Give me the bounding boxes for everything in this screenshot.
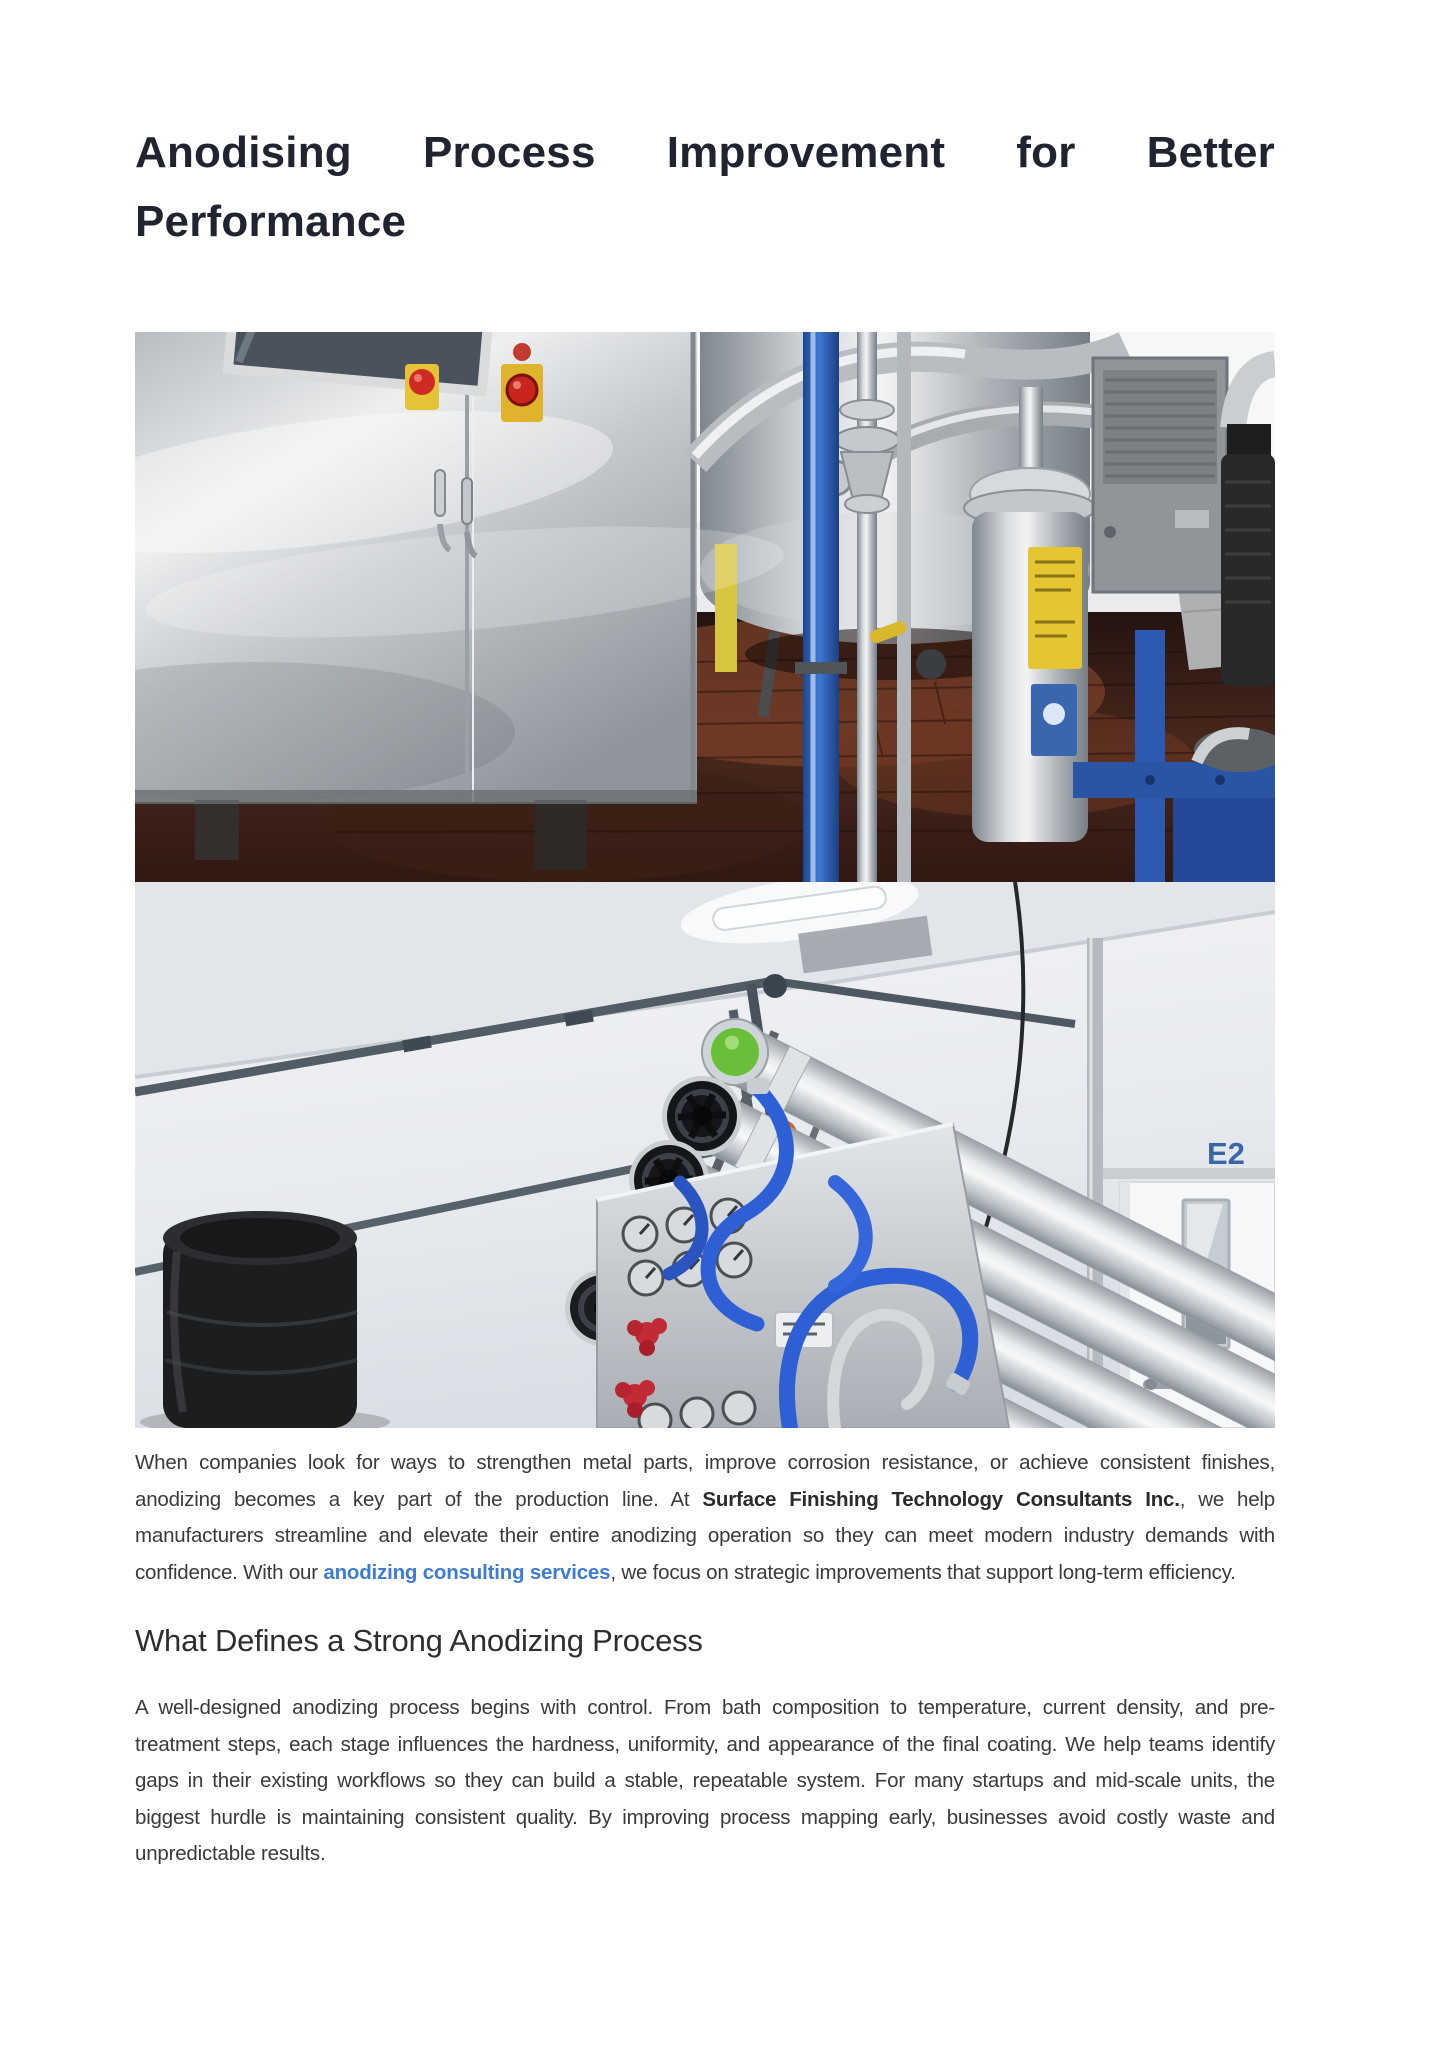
intro-paragraph [135, 1445, 1275, 1591]
company-name-bold: Surface Finishing Technology Consultants Inc. [702, 1487, 1180, 1511]
consulting-services-link[interactable]: anodizing consulting services [323, 1560, 611, 1584]
page-title [135, 118, 1275, 256]
black-drum [140, 1211, 390, 1428]
membrane-unit-photo [135, 882, 1275, 1428]
article [135, 0, 1275, 1873]
electrical-panel [1093, 358, 1227, 592]
stainless-cabinet [135, 332, 788, 870]
title-line-1: Anodising Process Improvement for Better [135, 128, 1275, 177]
title-line-2: Performance [135, 197, 407, 246]
process-paragraph: A well-designed anodizing process begins with control. From bath composition to temperature, current density, and pre-treatment steps, each stage influences the hardness, uniformity, and appearance of the final coating. We help teams identify gaps in their existing workflows so they can build a stable, repeatable system. For many startups and mid-scale units, the biggest hurdle is maintaining consistent quality. By improving process mapping early, businesses avoid costly waste and unpredictable results. [135, 1696, 1275, 1865]
section-heading: What Defines a Strong Anodizing Process [135, 1623, 703, 1658]
intro-middle-text: , we help manufacturers streamline and elevate their entire anodizing operation so they can meet modern industry demands with confidence. With our [135, 1487, 1275, 1584]
estop-button-1 [405, 364, 439, 410]
door-label-e2: E2 [1207, 1136, 1245, 1171]
intro-tail-text: , we focus on strategic improvements that support long-term efficiency. [610, 1560, 1236, 1584]
filter-yellow-label [1028, 547, 1082, 669]
intro-lead-text: When companies look for ways to strengthen metal parts, improve corrosion resistance, or achieve consistent finishes, anodizing becomes a key part of the production line. At [135, 1451, 1275, 1511]
anodizing-equipment-photo [135, 332, 1275, 882]
